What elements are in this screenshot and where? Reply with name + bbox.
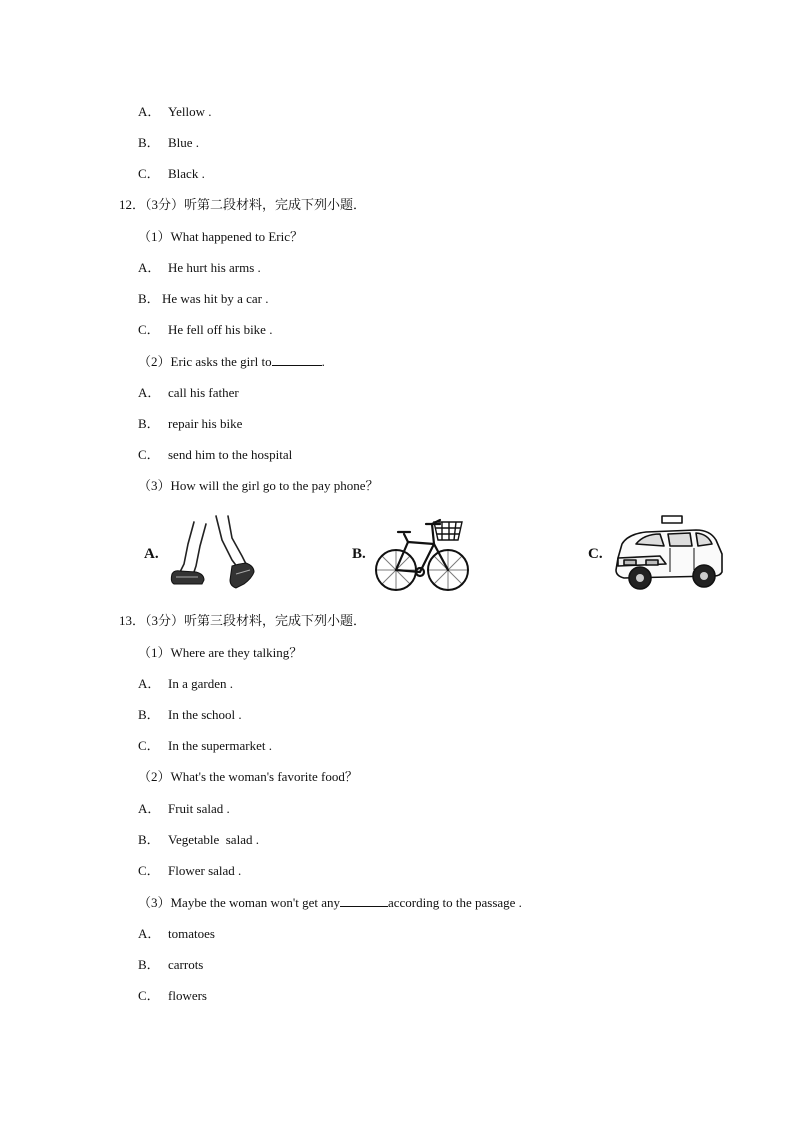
- option-letter: C．: [138, 988, 160, 1003]
- option-letter: C．: [138, 738, 160, 753]
- q13-sub2-option-b: [138, 832, 259, 848]
- q12-sub2-option-b: [138, 416, 242, 432]
- option-text: Blue .: [168, 135, 200, 150]
- q13-sub1-question: （1）Where are they talking？: [138, 645, 303, 660]
- option-text: In a garden .: [168, 676, 233, 691]
- option-letter: A．: [138, 104, 161, 119]
- q11-option-b: [138, 135, 199, 151]
- q12-sub3-pictures: [140, 510, 730, 600]
- picture-label-c: C.: [588, 546, 603, 562]
- q12-sub1-option-a: [138, 260, 261, 276]
- q12-sub2-option-c: [138, 447, 292, 463]
- option-letter: A．: [138, 676, 161, 691]
- answer-blank: [340, 894, 388, 907]
- option-text: He hurt his arms .: [168, 260, 261, 275]
- option-text: He fell off his bike .: [168, 322, 273, 337]
- option-letter: B．: [138, 832, 160, 847]
- option-letter: B．: [138, 416, 160, 431]
- option-letter: A．: [138, 385, 161, 400]
- q12-sub1-option-c: [138, 322, 272, 338]
- option-letter: B．: [138, 291, 160, 306]
- option-text: Black .: [168, 166, 205, 181]
- option-text: tomatoes: [168, 926, 215, 941]
- bicycle-icon: [374, 510, 474, 596]
- q13-sub1-option-c: [138, 738, 272, 754]
- q13-sub1-option-b: [138, 707, 242, 723]
- option-text: In the supermarket .: [168, 738, 272, 753]
- option-text: Vegetable salad .: [168, 832, 259, 847]
- option-text: send him to the hospital: [168, 447, 293, 462]
- picture-label-b: B.: [352, 546, 366, 562]
- question-text: （3）Maybe the woman won't get any: [138, 895, 340, 910]
- option-letter: B．: [138, 957, 160, 972]
- q13-sub2-question: （2）What's the woman's favorite food？: [138, 769, 358, 784]
- q13-sub1-option-a: [138, 676, 233, 692]
- option-letter: B．: [138, 135, 160, 150]
- option-letter: C．: [138, 863, 160, 878]
- q12-sub1-option-b: [138, 291, 269, 307]
- q12-sub2-option-a: [138, 385, 239, 401]
- option-text: In the school .: [168, 707, 242, 722]
- q13-sub3-option-c: [138, 988, 207, 1004]
- question-text-end: .: [321, 354, 325, 369]
- question-text-end: according to the passage .: [388, 895, 522, 910]
- q12-sub3-question: （3）How will the girl go to the pay phone？: [138, 478, 379, 493]
- q11-option-a: [138, 104, 211, 120]
- q13-sub3-question: [138, 894, 522, 911]
- q13-sub2-option-c: [138, 863, 241, 879]
- q12-heading: 12．（3分）听第二段材料，完成下列小题．: [119, 197, 367, 212]
- option-letter: C．: [138, 322, 160, 337]
- option-text: carrots: [168, 957, 204, 972]
- walking-legs-icon: [166, 514, 256, 594]
- question-text: （2）Eric asks the girl to: [138, 354, 272, 369]
- option-letter: B．: [138, 707, 160, 722]
- option-letter: C．: [138, 447, 160, 462]
- q13-sub2-option-a: [138, 801, 230, 817]
- option-text: He was hit by a car .: [162, 291, 269, 306]
- q11-option-c: [138, 166, 205, 182]
- picture-label-a: A.: [144, 546, 159, 562]
- option-text: flowers: [168, 988, 207, 1003]
- taxi-icon: [610, 514, 728, 594]
- q13-heading: 13．（3分）听第三段材料，完成下列小题．: [119, 613, 367, 628]
- option-text: repair his bike: [168, 416, 243, 431]
- option-text: call his father: [168, 385, 239, 400]
- q12-sub2-question: [138, 353, 325, 370]
- option-letter: A．: [138, 926, 161, 941]
- option-text: Yellow .: [168, 104, 212, 119]
- option-letter: A．: [138, 260, 161, 275]
- option-letter: A．: [138, 801, 161, 816]
- q13-sub3-option-a: [138, 926, 215, 942]
- option-text: Fruit salad .: [168, 801, 230, 816]
- q12-sub1-question: （1）What happened to Eric？: [138, 229, 303, 244]
- answer-blank: [272, 353, 322, 366]
- option-text: Flower salad .: [168, 863, 242, 878]
- option-letter: C．: [138, 166, 160, 181]
- q13-sub3-option-b: [138, 957, 203, 973]
